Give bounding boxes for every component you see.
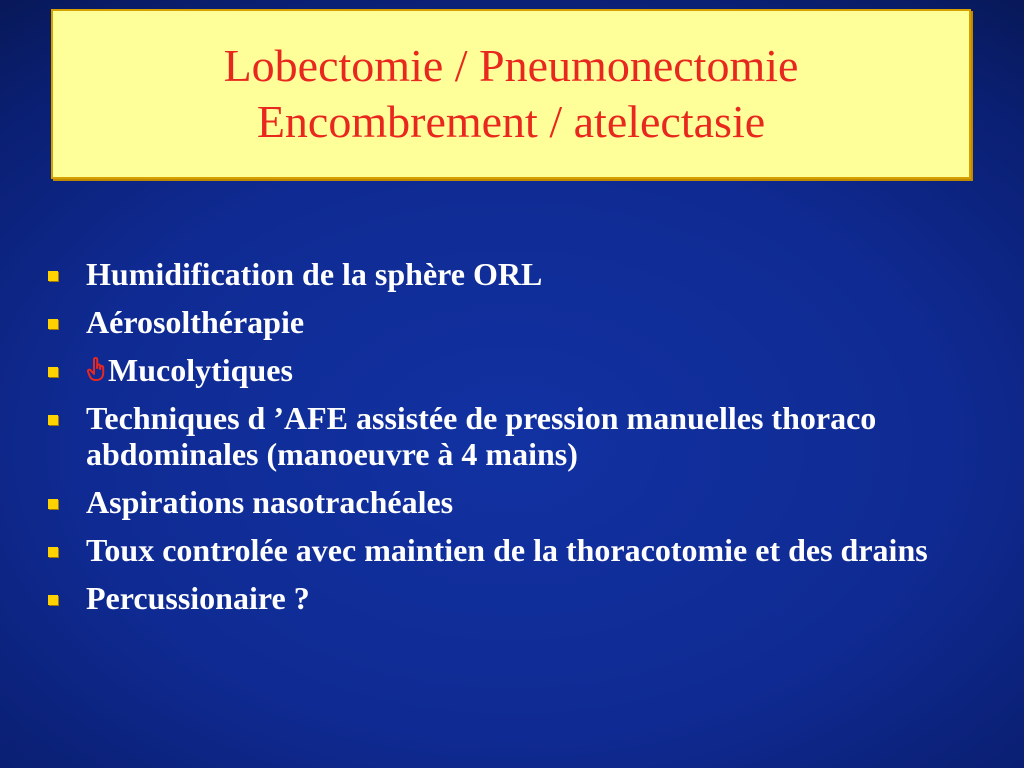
slide-title-box [51, 9, 971, 179]
bullet-item-toux [40, 532, 980, 568]
square-bullet-icon [48, 595, 58, 605]
square-bullet-icon [48, 499, 58, 509]
bullet-item-percussionaire [40, 580, 980, 616]
bullet-text: Humidification de la sphère ORL [86, 256, 543, 292]
bullet-text: Mucolytiques [108, 352, 293, 388]
bullet-text: Toux controlée avec maintien de la thoracotomie et des drains [86, 532, 928, 568]
bullet-item-techniques-afe [40, 400, 980, 472]
pointing-hand-icon [86, 356, 106, 382]
square-bullet-icon [48, 271, 58, 281]
bullet-text: Percussionaire ? [86, 580, 310, 616]
bullet-text: Techniques d ’AFE assistée de pression manuelles thoraco abdominales (manoeuvre à 4 mains) [86, 400, 877, 472]
square-bullet-icon [48, 415, 58, 425]
square-bullet-icon [48, 367, 58, 377]
slide-title-line-1: Lobectomie / Pneumonectomie [223, 40, 799, 91]
bullet-text: Aspirations nasotrachéales [86, 484, 454, 520]
bullet-list [40, 256, 980, 628]
bullet-text: Aérosolthérapie [86, 304, 305, 340]
square-bullet-icon [48, 547, 58, 557]
bullet-item-aerosoltherapie [40, 304, 980, 340]
bullet-item-mucolytiques [40, 352, 980, 388]
bullet-item-aspirations [40, 484, 980, 520]
square-bullet-icon [48, 319, 58, 329]
bullet-item-humidification [40, 256, 980, 292]
slide-title-line-2: Encombrement / atelectasie [256, 96, 766, 147]
